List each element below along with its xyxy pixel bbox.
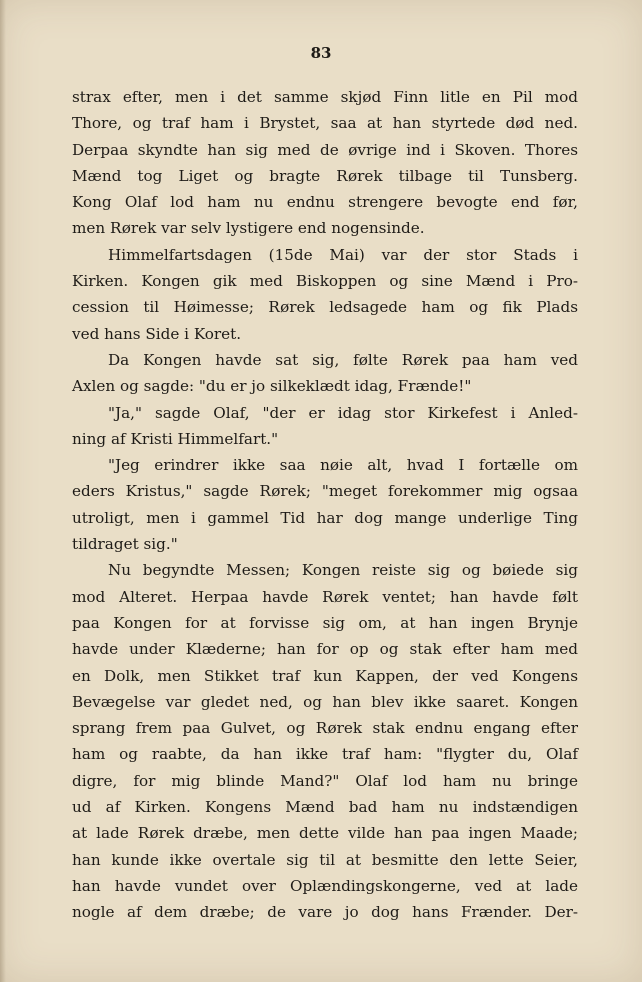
text-line: Derpaa skyndte han sig med de øvrige ind i Skoven. Thores	[72, 140, 578, 159]
paragraph-4	[72, 400, 578, 453]
paragraph-5	[72, 452, 578, 557]
page-number: 83	[310, 44, 332, 62]
text-line: "Ja," sagde Olaf, "der er idag stor Kirkefest i Anled-	[108, 403, 578, 422]
body-text	[72, 84, 578, 926]
text-line: Nu begyndte Messen; Kongen reiste sig og bøiede sig	[108, 561, 578, 580]
text-line: han kunde ikke overtale sig til at besmitte den lette Seier,	[72, 850, 578, 869]
paragraph-2	[72, 242, 578, 347]
text-line: Himmelfartsdagen (15de Mai) var der stor Stads i	[108, 245, 578, 264]
text-line: ud af Kirken. Kongens Mænd bad ham nu indstændigen	[72, 798, 578, 817]
text-line: eders Kristus," sagde Rørek; "meget forekommer mig ogsaa	[72, 482, 578, 501]
text-line: utroligt, men i gammel Tid har dog mange underlige Ting	[72, 508, 578, 527]
text-line: tildraget sig."	[72, 535, 178, 554]
text-line: havde under Klæderne; han for op og stak efter ham med	[72, 640, 578, 659]
text-line: men Rørek var selv lystigere end nogensinde.	[72, 219, 425, 238]
text-line: Kirken. Kongen gik med Biskoppen og sine Mænd i Pro-	[72, 272, 578, 291]
text-line: "Jeg erindrer ikke saa nøie alt, hvad I fortælle om	[108, 456, 578, 475]
paragraph-3	[72, 347, 578, 400]
text-line: strax efter, men i det samme skjød Finn litle en Pil mod	[72, 88, 578, 106]
text-line: Da Kongen havde sat sig, følte Rørek paa ham ved	[108, 350, 578, 369]
text-line: nogle af dem dræbe; de vare jo dog hans Frænder. Der-	[72, 903, 578, 922]
text-line: mod Alteret. Herpaa havde Rørek ventet; han havde følt	[72, 587, 578, 606]
text-line: Bevægelse var gledet ned, og han blev ikke saaret. Kongen	[72, 692, 578, 711]
text-line: digre, for mig blinde Mand?" Olaf lod ham nu bringe	[72, 771, 578, 790]
text-line: Axlen og sagde: "du er jo silkeklædt idag, Frænde!"	[72, 377, 472, 396]
text-line: Mænd tog Liget og bragte Rørek tilbage til Tunsberg.	[72, 166, 578, 185]
text-line: ham og raabte, da han ikke traf ham: "flygter du, Olaf	[72, 745, 578, 764]
text-line: Thore, og traf ham i Brystet, saa at han styrtede død ned.	[72, 114, 578, 133]
text-line: sprang frem paa Gulvet, og Rørek stak endnu engang efter	[72, 719, 578, 738]
text-line: paa Kongen for at forvisse sig om, at han ingen Brynje	[72, 613, 578, 632]
paragraph-1	[72, 84, 578, 242]
text-line: en Dolk, men Stikket traf kun Kappen, der ved Kongens	[72, 666, 578, 685]
paragraph-6	[72, 557, 578, 925]
text-line: ved hans Side i Koret.	[72, 324, 242, 343]
text-line: at lade Rørek dræbe, men dette vilde han paa ingen Maade;	[72, 824, 578, 843]
text-line: cession til Høimesse; Rørek ledsagede ham og fik Plads	[72, 298, 578, 317]
text-line: han havde vundet over Oplændingskongerne, ved at lade	[72, 876, 578, 895]
text-line: Kong Olaf lod ham nu endnu strengere bevogte end før,	[72, 193, 578, 212]
text-line: ning af Kristi Himmelfart."	[72, 429, 279, 448]
page-edge-shadow	[0, 0, 6, 982]
